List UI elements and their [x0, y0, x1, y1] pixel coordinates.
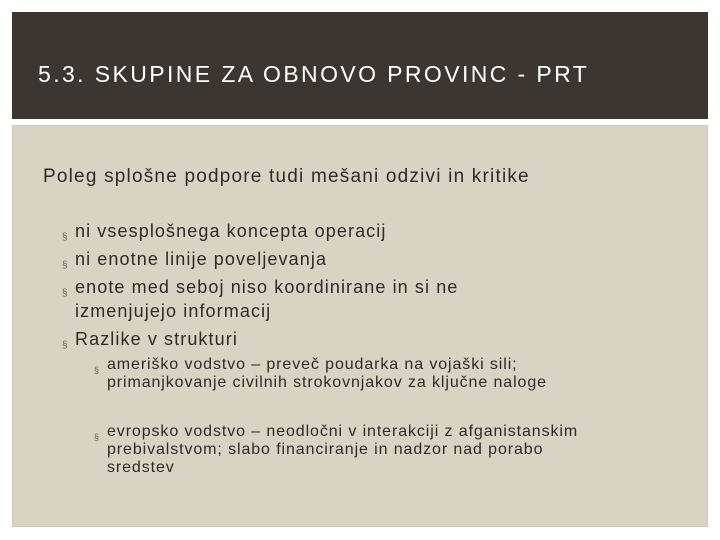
bullet-marker-icon: §: [94, 432, 100, 442]
content-area: [12, 125, 708, 527]
bullet-marker-icon: §: [62, 288, 69, 299]
bullet-marker-icon: §: [94, 365, 100, 375]
slide-title: 5.3. SKUPINE ZA OBNOVO PROVINC - PRT: [38, 61, 590, 87]
bullet-item: [62, 247, 635, 271]
sub-bullet-text-continued: sredstev: [107, 459, 175, 476]
bullet-text: ni vsesplošnega koncepta operacij: [75, 221, 387, 241]
title-bar: [12, 12, 708, 119]
sub-bullet-text-continued: prebivalstvom; slabo financiranje in nadzor nad porabo: [107, 441, 544, 458]
bullet-text: enote med seboj niso koordinirane in si ne: [75, 277, 459, 297]
sub-bullet-item: [94, 356, 687, 392]
bullet-marker-icon: §: [62, 260, 69, 271]
bullet-marker-icon: §: [62, 340, 69, 351]
sub-bullet-item: [94, 423, 687, 477]
bullet-text-continued: izmenjujejo informacij: [75, 301, 272, 321]
bullet-item: [62, 327, 635, 351]
bullet-text: ni enotne linije poveljevanja: [75, 249, 328, 269]
bullet-marker-icon: §: [62, 232, 69, 243]
sub-bullet-text-continued: primanjkovanje civilnih strokovnjakov za ključne naloge: [107, 374, 547, 391]
intro-text: Poleg splošne podpore tudi mešani odzivi in kritike: [43, 166, 530, 187]
bullet-item: [62, 275, 635, 323]
bullet-item: [62, 219, 635, 243]
bullet-text: Razlike v strukturi: [75, 329, 238, 349]
sub-bullet-text: ameriško vodstvo – preveč poudarka na vojaški sili;: [107, 356, 518, 373]
sub-bullet-text: evropsko vodstvo – neodločni v interakciji z afganistanskim: [107, 423, 579, 440]
